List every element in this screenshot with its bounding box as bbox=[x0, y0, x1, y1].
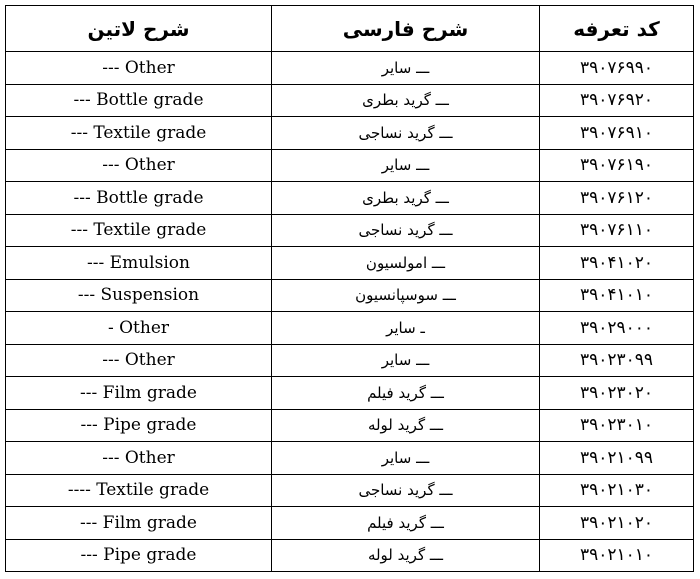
farsi-description-cell: ـ سایر bbox=[272, 312, 540, 345]
latin-description-cell: --- Suspension bbox=[6, 279, 272, 312]
latin-description-cell: - Other bbox=[6, 312, 272, 345]
tariff-code-cell: ۳۹۰۷۶۱۹۰ bbox=[540, 149, 694, 182]
farsi-description-cell: ـــ گرید لوله bbox=[272, 409, 540, 442]
tariff-code-cell: ۳۹۰۷۶۹۱۰ bbox=[540, 117, 694, 150]
farsi-description-cell: ـــ امولسیون bbox=[272, 247, 540, 280]
table-row bbox=[6, 507, 694, 540]
table-row bbox=[6, 377, 694, 410]
tariff-code-cell: ۳۹۰۲۱۰۲۰ bbox=[540, 507, 694, 540]
tariff-code-cell: ۳۹۰۲۱۰۳۰ bbox=[540, 474, 694, 507]
farsi-description-cell: ـــ سوسپانسیون bbox=[272, 279, 540, 312]
tariff-code-cell: ۳۹۰۲۱۰۹۹ bbox=[540, 442, 694, 475]
header-latin-description: شرح لاتین bbox=[6, 6, 272, 52]
table-row bbox=[6, 312, 694, 345]
farsi-description-cell: ـــ گرید فیلم bbox=[272, 377, 540, 410]
table-body bbox=[6, 52, 694, 572]
farsi-description-cell: ـــ سایر bbox=[272, 149, 540, 182]
tariff-code-cell: ۳۹۰۴۱۰۱۰ bbox=[540, 279, 694, 312]
tariff-table bbox=[5, 5, 694, 572]
latin-description-cell: --- Bottle grade bbox=[6, 84, 272, 117]
table-row bbox=[6, 409, 694, 442]
tariff-code-cell: ۳۹۰۷۶۱۱۰ bbox=[540, 214, 694, 247]
header-row bbox=[6, 6, 694, 52]
farsi-description-cell: ـــ گرید بطری bbox=[272, 84, 540, 117]
latin-description-cell: --- Pipe grade bbox=[6, 539, 272, 572]
farsi-description-cell: ـــ سایر bbox=[272, 52, 540, 85]
header-tariff-code: کد تعرفه bbox=[540, 6, 694, 52]
latin-description-cell: --- Other bbox=[6, 344, 272, 377]
tariff-code-cell: ۳۹۰۷۶۹۹۰ bbox=[540, 52, 694, 85]
table-header bbox=[6, 6, 694, 52]
latin-description-cell: --- Emulsion bbox=[6, 247, 272, 280]
table-row bbox=[6, 279, 694, 312]
latin-description-cell: --- Textile grade bbox=[6, 117, 272, 150]
tariff-code-cell: ۳۹۰۲۱۰۱۰ bbox=[540, 539, 694, 572]
latin-description-cell: --- Other bbox=[6, 52, 272, 85]
latin-description-cell: --- Textile grade bbox=[6, 214, 272, 247]
farsi-description-cell: ـــ گرید نساجی bbox=[272, 214, 540, 247]
latin-description-cell: ---- Textile grade bbox=[6, 474, 272, 507]
latin-description-cell: --- Other bbox=[6, 149, 272, 182]
table-row bbox=[6, 474, 694, 507]
header-farsi-description: شرح فارسی bbox=[272, 6, 540, 52]
tariff-code-cell: ۳۹۰۷۶۹۲۰ bbox=[540, 84, 694, 117]
table-row bbox=[6, 442, 694, 475]
latin-description-cell: --- Bottle grade bbox=[6, 182, 272, 215]
table-row bbox=[6, 117, 694, 150]
farsi-description-cell: ـــ گرید بطری bbox=[272, 182, 540, 215]
tariff-code-cell: ۳۹۰۲۹۰۰۰ bbox=[540, 312, 694, 345]
table-row bbox=[6, 149, 694, 182]
table-row bbox=[6, 247, 694, 280]
tariff-code-cell: ۳۹۰۷۶۱۲۰ bbox=[540, 182, 694, 215]
farsi-description-cell: ـــ گرید لوله bbox=[272, 539, 540, 572]
table-row bbox=[6, 344, 694, 377]
tariff-code-cell: ۳۹۰۴۱۰۲۰ bbox=[540, 247, 694, 280]
farsi-description-cell: ـــ سایر bbox=[272, 442, 540, 475]
farsi-description-cell: ـــ گرید فیلم bbox=[272, 507, 540, 540]
table-row bbox=[6, 214, 694, 247]
latin-description-cell: --- Film grade bbox=[6, 507, 272, 540]
table-row bbox=[6, 52, 694, 85]
tariff-code-cell: ۳۹۰۲۳۰۹۹ bbox=[540, 344, 694, 377]
table-row bbox=[6, 182, 694, 215]
table-row bbox=[6, 539, 694, 572]
latin-description-cell: --- Other bbox=[6, 442, 272, 475]
farsi-description-cell: ـــ سایر bbox=[272, 344, 540, 377]
latin-description-cell: --- Pipe grade bbox=[6, 409, 272, 442]
tariff-code-cell: ۳۹۰۲۳۰۲۰ bbox=[540, 377, 694, 410]
tariff-code-cell: ۳۹۰۲۳۰۱۰ bbox=[540, 409, 694, 442]
table-row bbox=[6, 84, 694, 117]
farsi-description-cell: ـــ گرید نساجی bbox=[272, 117, 540, 150]
farsi-description-cell: ـــ گرید نساجی bbox=[272, 474, 540, 507]
latin-description-cell: --- Film grade bbox=[6, 377, 272, 410]
